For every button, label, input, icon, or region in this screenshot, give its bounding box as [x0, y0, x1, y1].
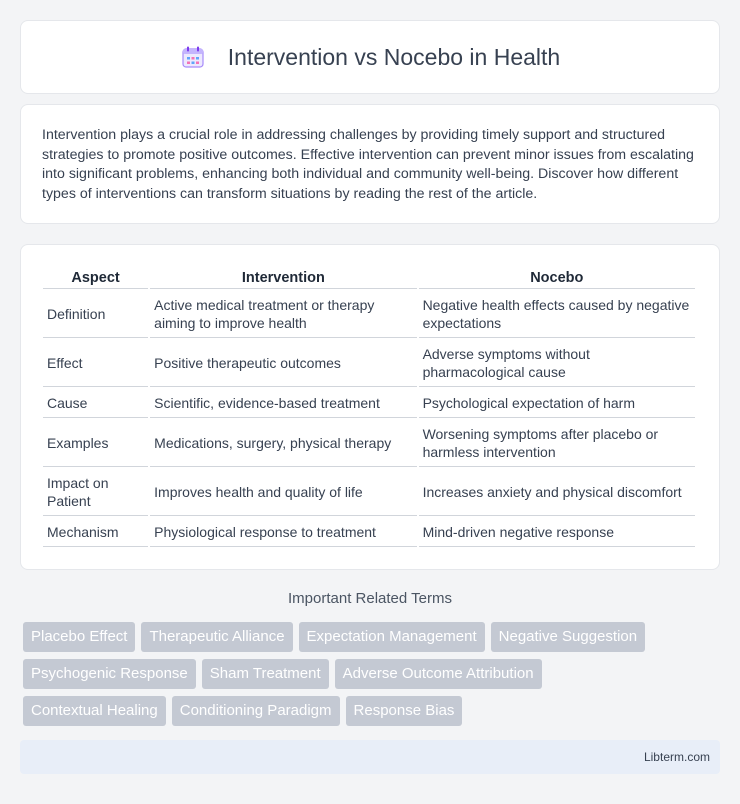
cell-aspect: Impact on Patient [43, 469, 148, 516]
table-row [43, 340, 695, 387]
footer [20, 740, 720, 774]
title-card [20, 20, 720, 94]
cell-nocebo: Adverse symptoms without pharmacological cause [419, 340, 695, 387]
tag-sham-treatment[interactable]: Sham Treatment [202, 659, 329, 689]
cell-intervention: Positive therapeutic outcomes [150, 340, 416, 387]
cell-aspect: Definition [43, 291, 148, 338]
cell-nocebo: Negative health effects caused by negative expectations [419, 291, 695, 338]
header-nocebo: Nocebo [419, 267, 695, 289]
cell-aspect: Effect [43, 340, 148, 387]
cell-nocebo: Increases anxiety and physical discomfort [419, 469, 695, 516]
intro-text: Intervention plays a crucial role in addressing challenges by providing timely support and structured strategies to promote positive outcomes. Effective intervention can prevent minor issues from escalating into significant problems, enhancing both individual and community well-being. Discover how different types of interventions can transform situations by reading the rest of the article. [42, 127, 694, 202]
header-aspect: Aspect [43, 267, 148, 289]
tag-adverse-outcome-attribution[interactable]: Adverse Outcome Attribution [335, 659, 542, 689]
cell-nocebo: Mind-driven negative response [419, 518, 695, 547]
comparison-table [41, 265, 697, 549]
footer-site-link[interactable]: Libterm.com [643, 750, 710, 764]
calendar-icon [180, 44, 206, 70]
cell-aspect: Cause [43, 389, 148, 418]
tag-conditioning-paradigm[interactable]: Conditioning Paradigm [172, 696, 340, 726]
table-row [43, 291, 695, 338]
tag-response-bias[interactable]: Response Bias [346, 696, 463, 726]
table-row [43, 469, 695, 516]
cell-intervention: Improves health and quality of life [150, 469, 416, 516]
table-row [43, 420, 695, 467]
tag-expectation-management[interactable]: Expectation Management [299, 622, 485, 652]
table-row [43, 389, 695, 418]
cell-intervention: Scientific, evidence-based treatment [150, 389, 416, 418]
related-terms-title: Important Related Terms [288, 590, 452, 607]
header-intervention: Intervention [150, 267, 416, 289]
tag-placebo-effect[interactable]: Placebo Effect [23, 622, 135, 652]
cell-aspect: Mechanism [43, 518, 148, 547]
related-terms-tags [23, 622, 723, 733]
cell-nocebo: Worsening symptoms after placebo or harmless intervention [419, 420, 695, 467]
intro-card [20, 104, 720, 224]
cell-intervention: Active medical treatment or therapy aiming to improve health [150, 291, 416, 338]
cell-nocebo: Psychological expectation of harm [419, 389, 695, 418]
table-header-row [43, 267, 695, 289]
page-title: Intervention vs Nocebo in Health [227, 43, 561, 70]
cell-intervention: Physiological response to treatment [150, 518, 416, 547]
tag-psychogenic-response[interactable]: Psychogenic Response [23, 659, 196, 689]
cell-intervention: Medications, surgery, physical therapy [150, 420, 416, 467]
tag-contextual-healing[interactable]: Contextual Healing [23, 696, 166, 726]
comparison-card [20, 244, 720, 570]
table-row [43, 518, 695, 547]
tag-negative-suggestion[interactable]: Negative Suggestion [491, 622, 645, 652]
tag-therapeutic-alliance[interactable]: Therapeutic Alliance [141, 622, 292, 652]
cell-aspect: Examples [43, 420, 148, 467]
